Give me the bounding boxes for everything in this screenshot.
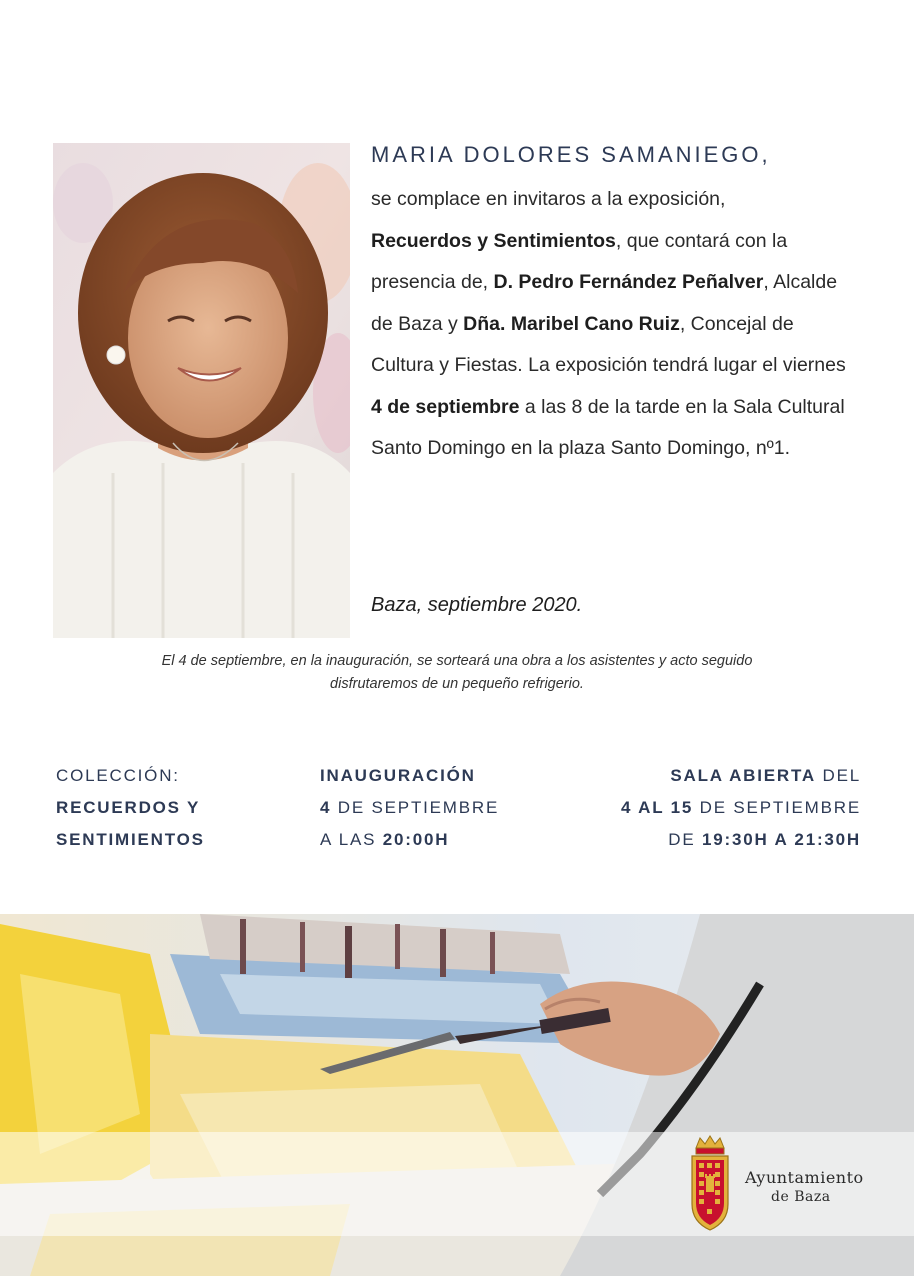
collection-label: COLECCIÓN: — [56, 766, 180, 785]
hours-prefix: DE — [668, 830, 703, 849]
inauguration-time — [320, 824, 499, 856]
inauguration-label — [320, 760, 499, 792]
opening-label-text: SALA ABIERTA — [670, 766, 816, 785]
artist-name: MARIA DOLORES SAMANIEGO, — [371, 142, 771, 167]
artist-portrait — [53, 143, 350, 638]
opening-month: DE SEPTIEMBRE — [693, 798, 861, 817]
portrait-image — [53, 143, 350, 638]
text-segment: , Alcalde de Baza y — [371, 271, 838, 335]
opening-range: 4 AL 15 — [621, 798, 694, 817]
inauguration-label-text: INAUGURACIÓN — [320, 766, 476, 785]
collection-name — [56, 792, 205, 824]
collection-name — [56, 824, 205, 856]
opening-del: DEL — [816, 766, 861, 785]
text-segment: , que contará con la presencia de, — [371, 229, 788, 293]
event-date: 4 de septiembre — [371, 395, 520, 418]
inauguration-date — [320, 792, 499, 824]
text-segment: , Concejal de Cultura y Fiestas. La exposición tendrá lugar el viernes — [371, 312, 846, 376]
text-segment: a las 8 de la tarde en la Sala Cultural Santo Domingo en la plaza Santo Domingo, nº1. — [371, 395, 845, 459]
inauguration-month: DE SEPTIEMBRE — [331, 798, 500, 817]
city-council-logo-text — [745, 1168, 864, 1205]
logo-line: Ayuntamiento — [745, 1168, 864, 1187]
exhibition-title: Recuerdos y Sentimientos — [371, 229, 616, 252]
guest-councillor: Dña. Maribel Cano Ruiz — [463, 312, 680, 335]
text-segment: se complace en invitaros a la exposición, — [371, 188, 726, 210]
note-line: disfrutaremos de un pequeño refrigerio. — [330, 676, 584, 692]
signature-line: Baza, septiembre 2020. — [371, 594, 583, 616]
opening-hours — [621, 824, 861, 856]
logo-line: de Baza — [771, 1189, 831, 1205]
collection-name-line: SENTIMIENTOS — [56, 830, 205, 849]
collection-info — [56, 760, 205, 856]
time-value: 20:00H — [382, 830, 450, 849]
invitation-paragraph — [371, 179, 861, 470]
hours-value: 19:30H A 21:30H — [702, 830, 861, 849]
guest-mayor: D. Pedro Fernández Peñalver — [493, 271, 764, 293]
collection-name-line: RECUERDOS Y — [56, 798, 201, 817]
inauguration-day: 4 — [320, 798, 332, 817]
raffle-note — [40, 650, 874, 696]
invitation-block — [371, 140, 861, 470]
time-prefix: A LAS — [320, 830, 383, 849]
opening-dates — [621, 792, 861, 824]
inauguration-info — [320, 760, 499, 856]
note-line: El 4 de septiembre, en la inauguración, se sorteará una obra a los asistentes y acto seguido — [161, 653, 753, 669]
opening-label — [621, 760, 861, 792]
opening-hours-info — [621, 760, 861, 856]
